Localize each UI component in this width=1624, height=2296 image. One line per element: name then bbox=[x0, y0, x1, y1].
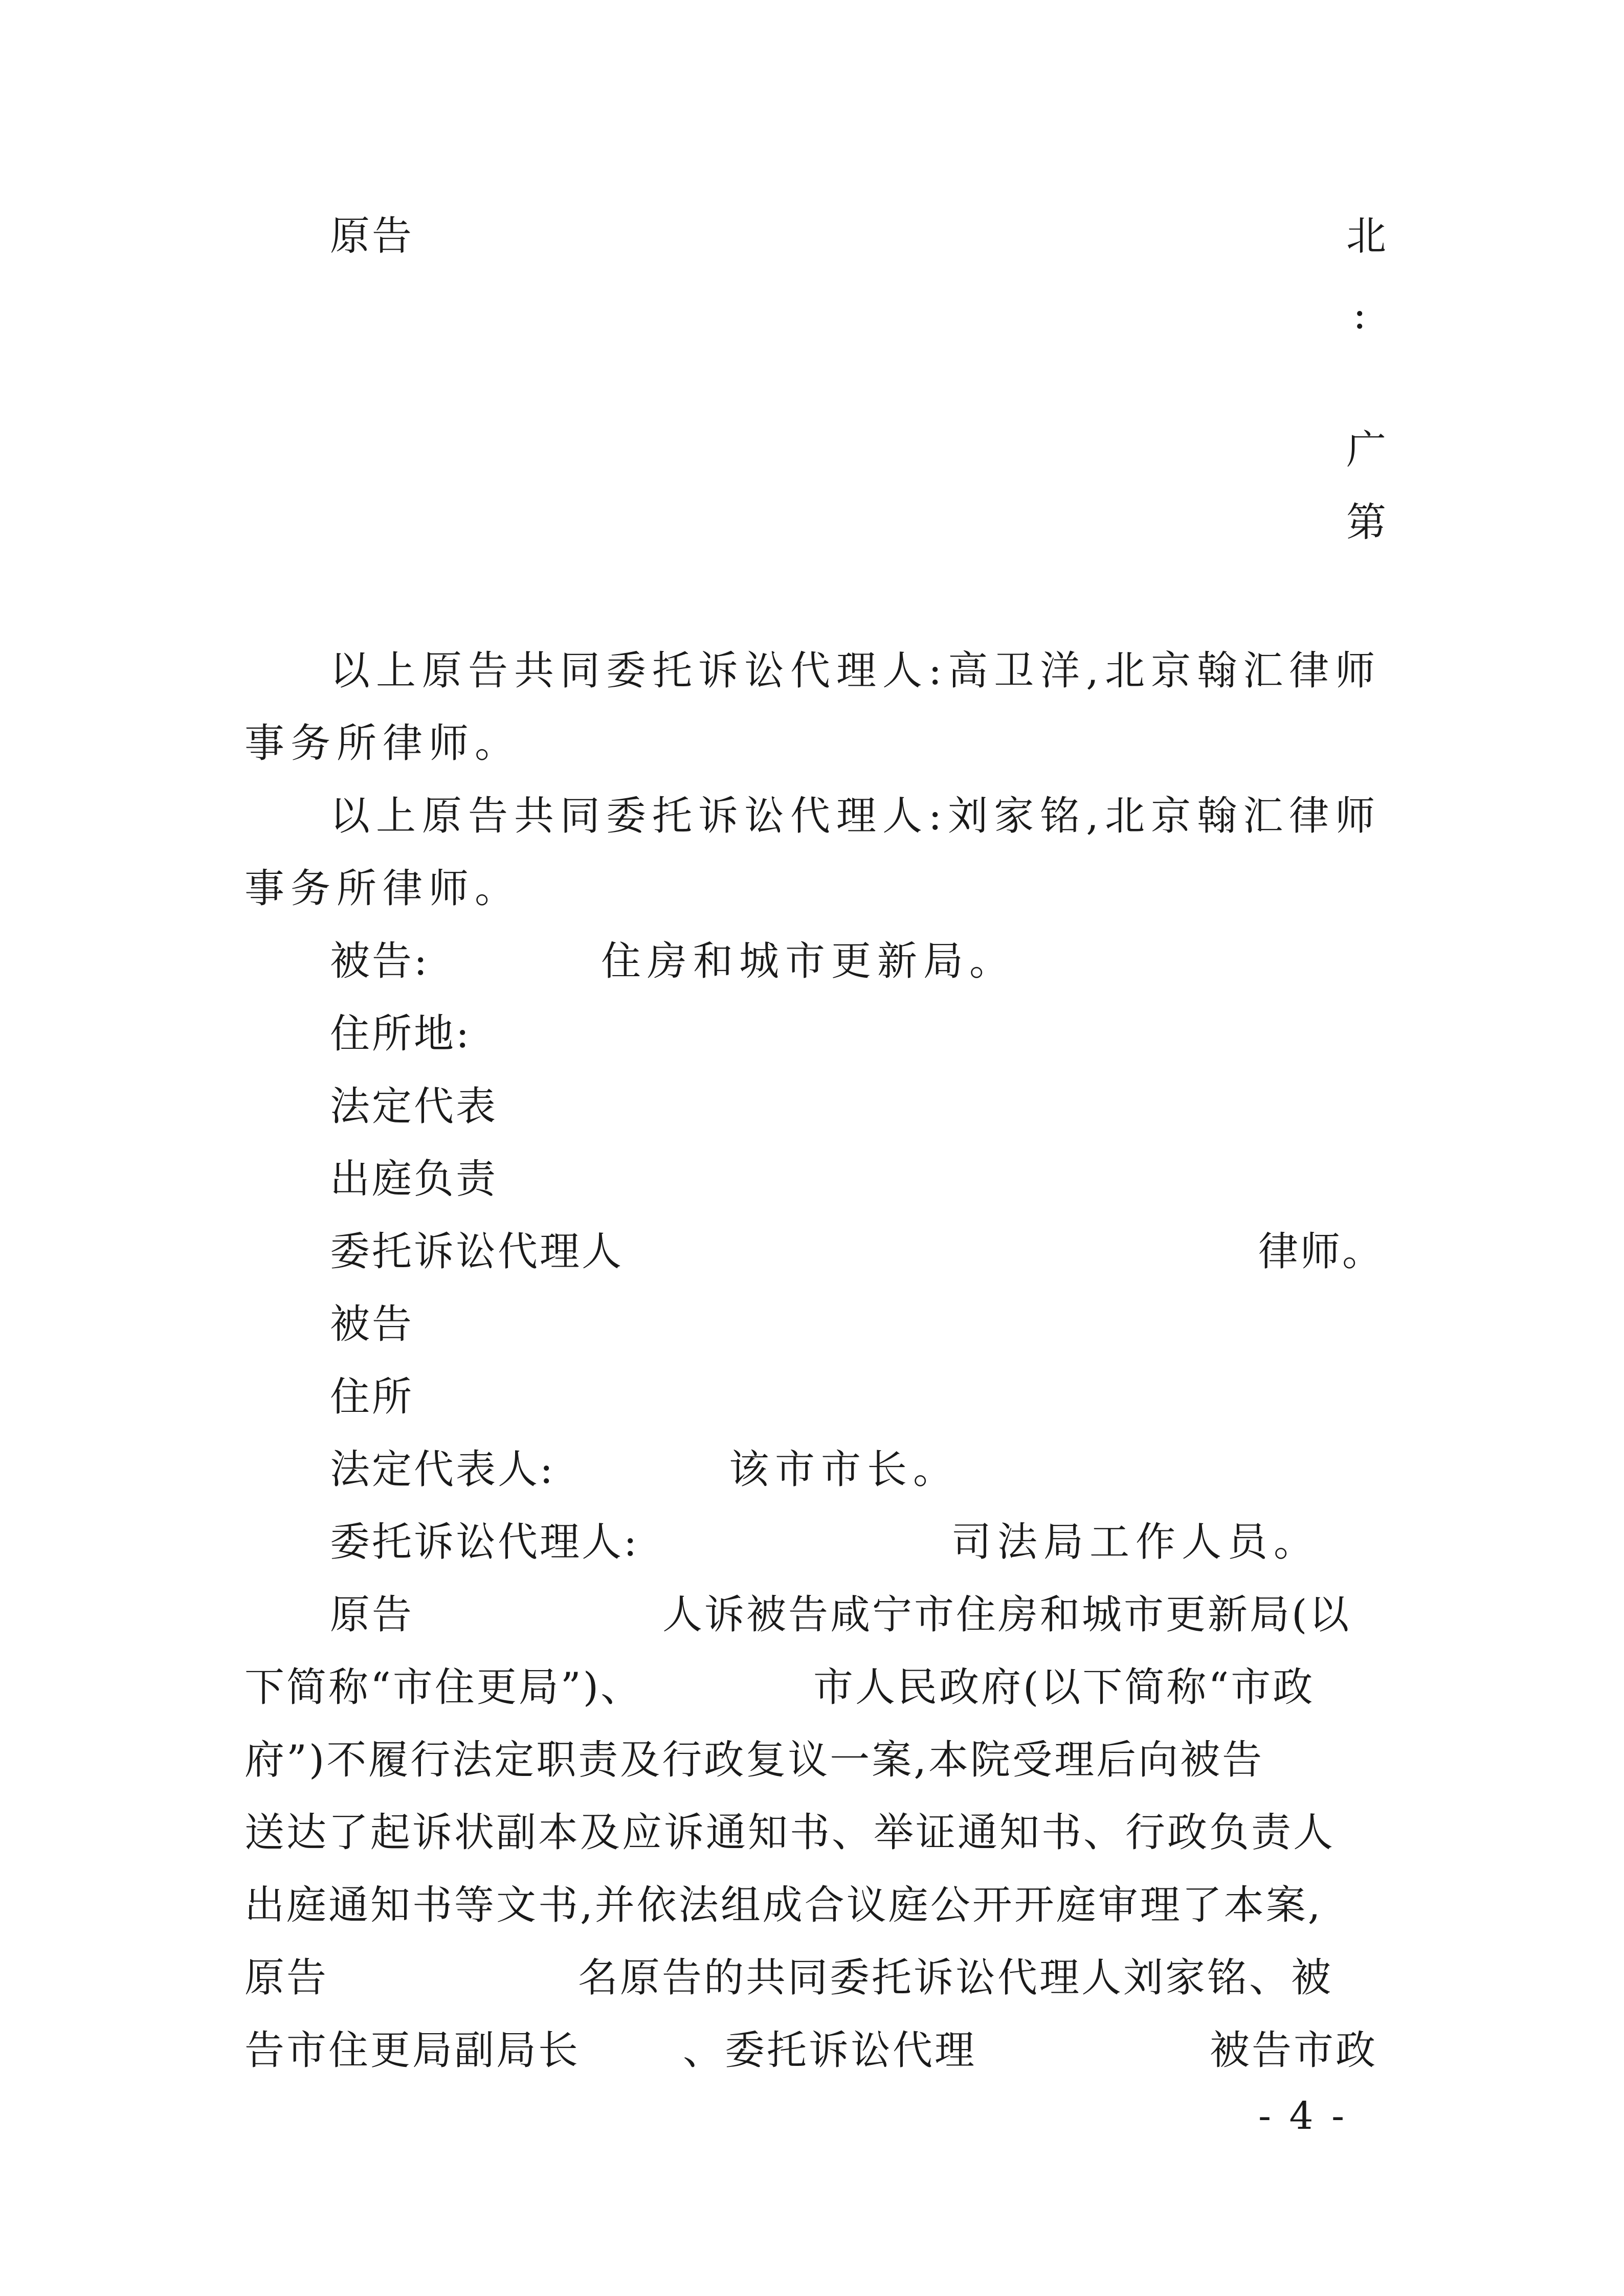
defendant-2-address: 住所 bbox=[330, 1374, 414, 1420]
body-line-4: 送达了起诉状副本及应诉通知书、举证通知书、行政负责人 bbox=[244, 1810, 1336, 1856]
body-line-5: 出庭通知书等文书,并依法组成合议庭公开开庭审理了本案, bbox=[244, 1882, 1323, 1928]
defendant-2-legal-rep-label: 法定代表人: bbox=[330, 1447, 555, 1493]
plaintiff-fragment-2: : bbox=[1353, 292, 1369, 338]
body-line-1a: 原告 bbox=[330, 1592, 414, 1638]
agent-2-line-2: 事务所律师。 bbox=[244, 866, 521, 912]
defendant-1-court-head: 出庭负责 bbox=[330, 1156, 498, 1202]
defendant-2-agent-value: 司法局工作人员。 bbox=[951, 1519, 1320, 1565]
body-line-3: 府”)不履行法定职责及行政复议一案,本院受理后向被告 bbox=[244, 1737, 1264, 1783]
plaintiff-fragment-1: 北 bbox=[1346, 213, 1389, 259]
body-line-6b: 名原告的共同委托诉讼代理人刘家铭、被 bbox=[578, 1955, 1333, 2001]
body-line-7b: 、委托诉讼代理 bbox=[683, 2028, 977, 2074]
plaintiff-fragment-4: 第 bbox=[1346, 500, 1389, 546]
defendant-2-agent-label: 委托诉讼代理人: bbox=[330, 1519, 639, 1565]
body-line-7a: 告市住更局副局长 bbox=[244, 2028, 581, 2074]
defendant-1-agent-label: 委托诉讼代理人 bbox=[330, 1229, 624, 1275]
body-line-1b: 人诉被告咸宁市住房和城市更新局(以 bbox=[662, 1592, 1351, 1638]
body-line-7c: 被告市政 bbox=[1210, 2028, 1378, 2074]
defendant-2-legal-rep-value: 该市市长。 bbox=[729, 1447, 960, 1493]
plaintiff-fragment-3: 广 bbox=[1346, 427, 1389, 473]
agent-1-line-2: 事务所律师。 bbox=[244, 721, 521, 767]
page-number: - 4 - bbox=[1258, 2094, 1348, 2138]
defendant-1-legal-rep: 法定代表 bbox=[330, 1084, 498, 1130]
defendant-2-label: 被告 bbox=[330, 1301, 414, 1347]
defendant-1-agent-value: 律师。 bbox=[1258, 1229, 1385, 1275]
agent-2-line-1: 以上原告共同委托诉讼代理人:刘家铭,北京翰汇律师 bbox=[330, 793, 1382, 839]
defendant-1-name: 住房和城市更新局。 bbox=[601, 938, 1016, 984]
agent-1-line-1: 以上原告共同委托诉讼代理人:高卫洋,北京翰汇律师 bbox=[330, 648, 1382, 694]
defendant-1-label: 被告: bbox=[330, 938, 430, 984]
body-line-2b: 市人民政府(以下简称“市政 bbox=[813, 1664, 1315, 1710]
plaintiff-label: 原告 bbox=[330, 213, 414, 259]
defendant-1-address: 住所地: bbox=[330, 1011, 472, 1057]
body-line-2a: 下简称“市住更局”)、 bbox=[244, 1664, 643, 1710]
body-line-6a: 原告 bbox=[244, 1955, 329, 2001]
